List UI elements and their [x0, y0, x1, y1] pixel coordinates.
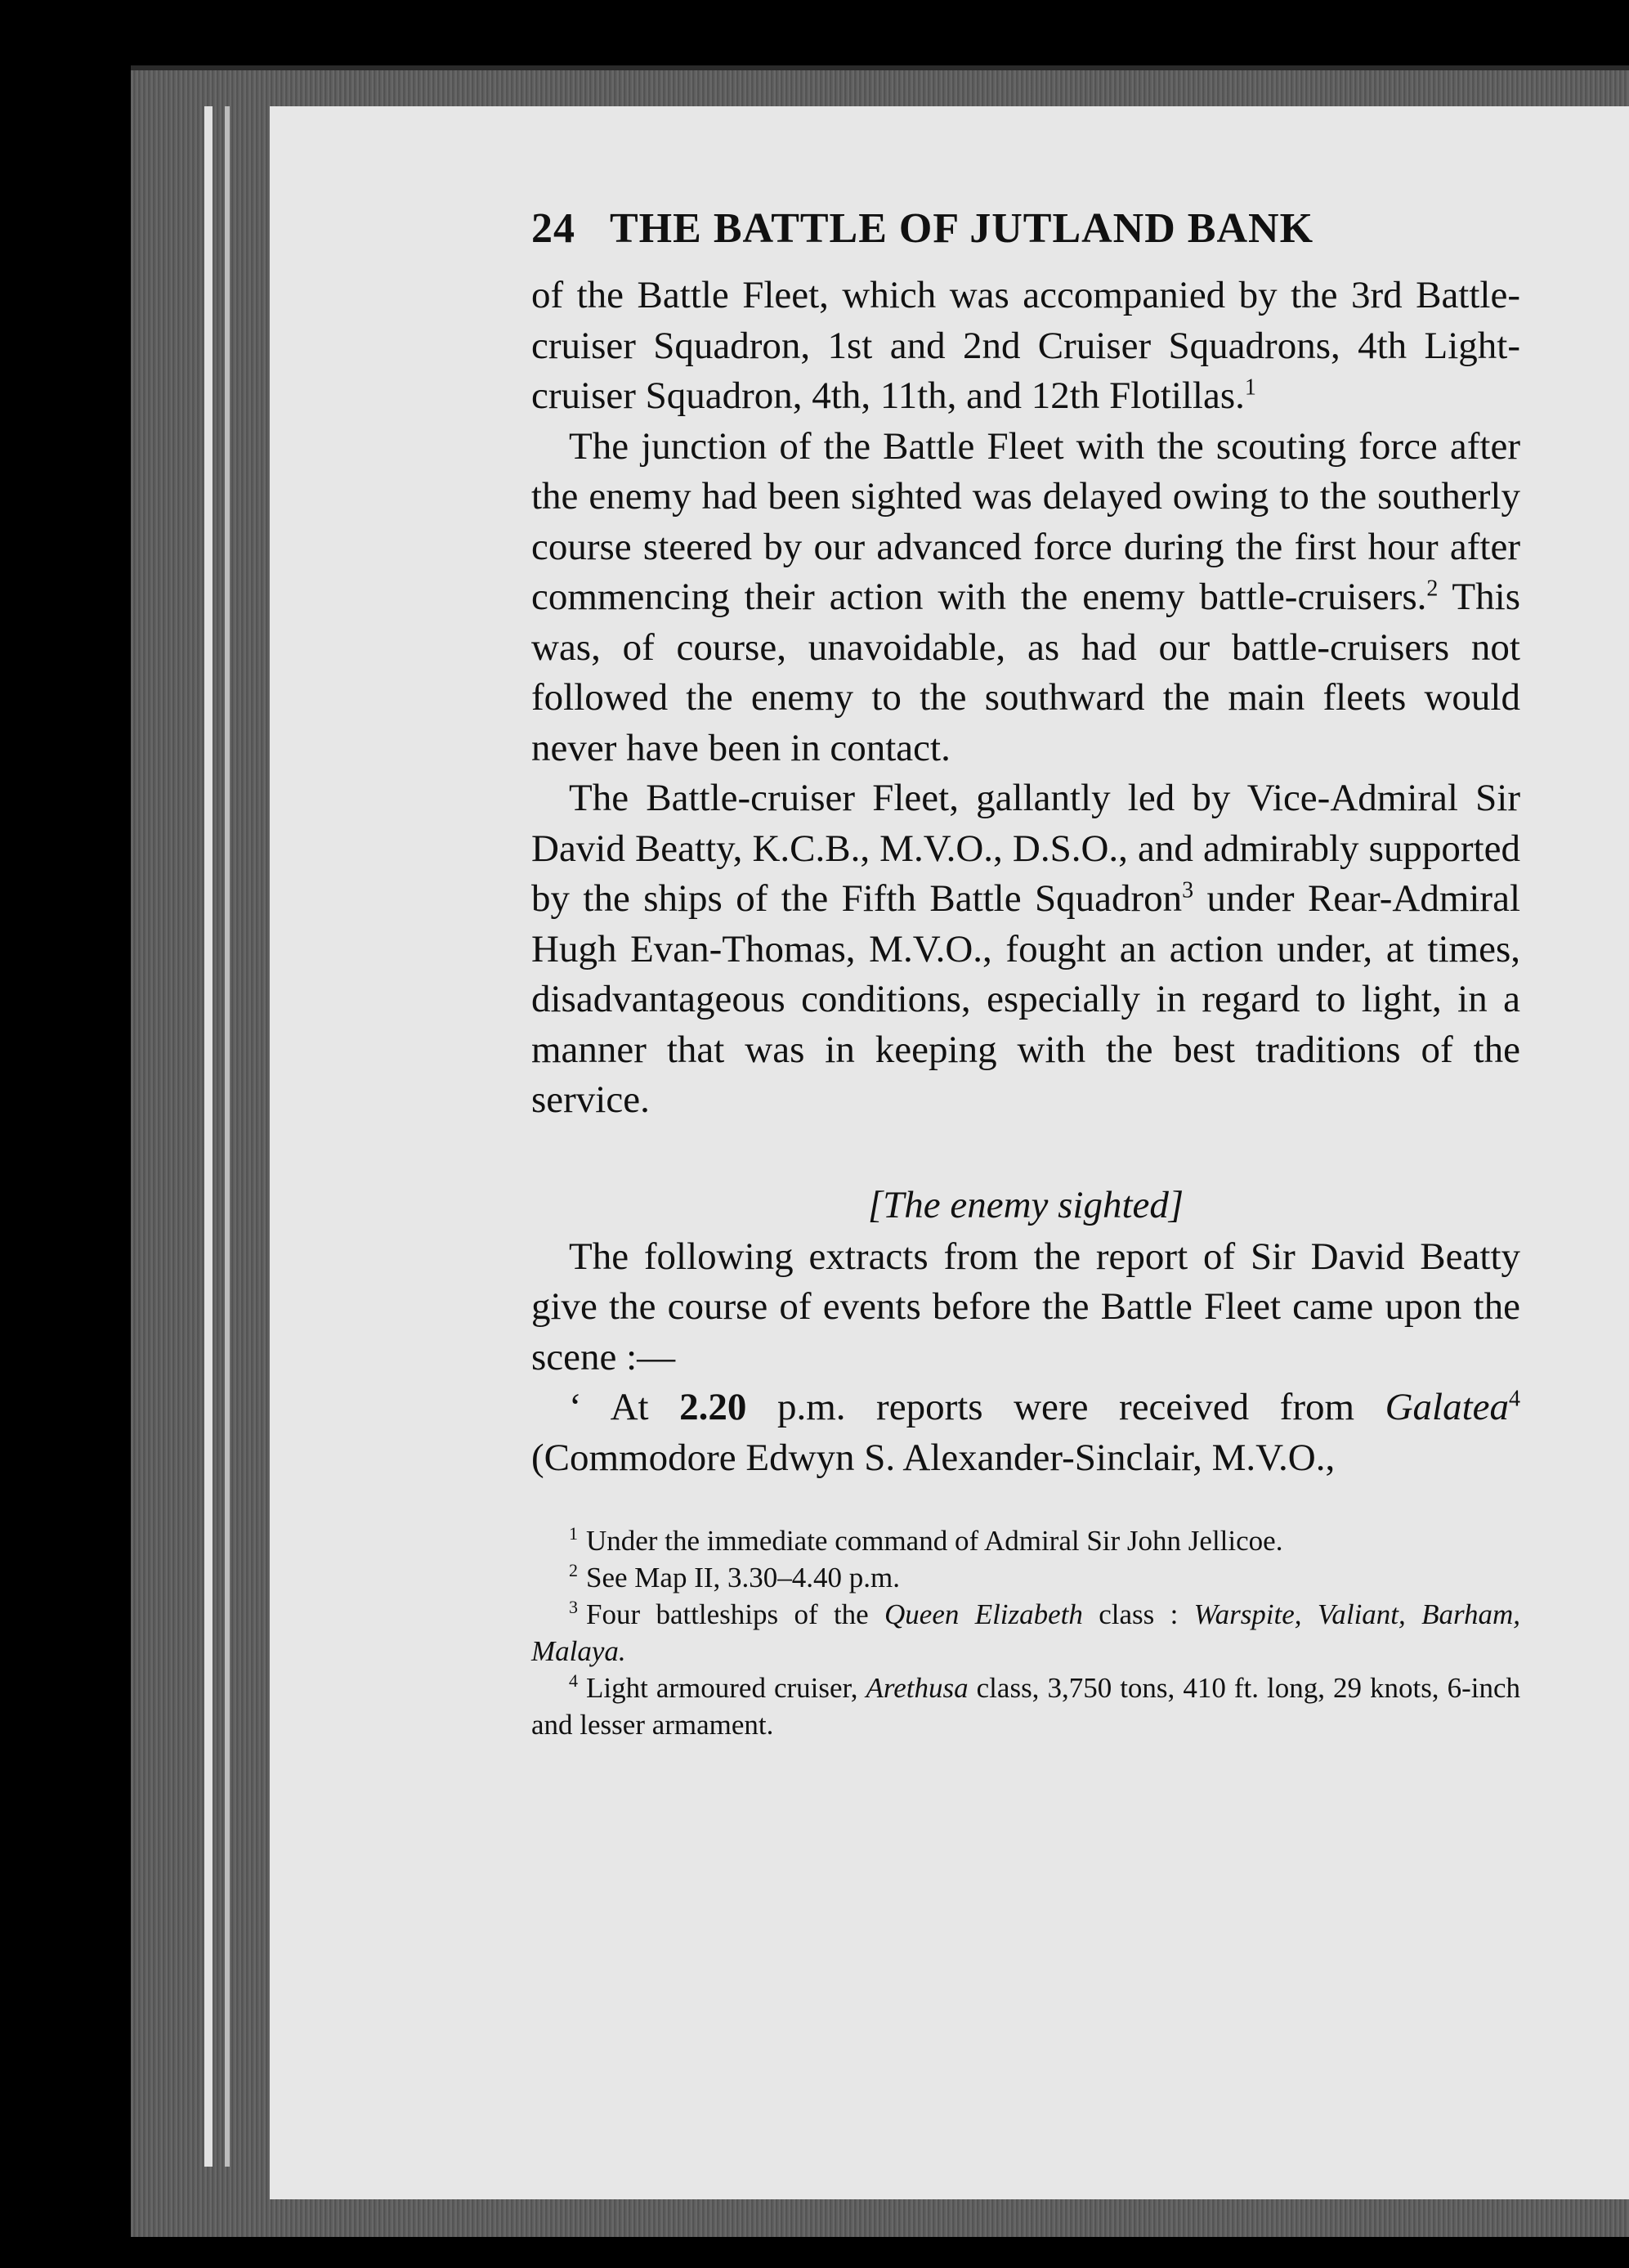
- footnote-2-mark: 2: [569, 1560, 578, 1581]
- running-title: THE BATTLE OF JUTLAND BANK: [610, 205, 1314, 252]
- section-heading: [The enemy sighted]: [867, 1183, 1184, 1226]
- page-text: [531, 204, 1520, 1743]
- footnote-3-class: Queen Elizabeth: [884, 1598, 1083, 1630]
- footnote-3-mark: 3: [569, 1597, 578, 1618]
- footnote-3-ships: Warspite, Valiant, Barham, Malaya.: [531, 1598, 1520, 1667]
- footnote-4: [531, 1670, 1520, 1743]
- footnote-ref-4: 4: [1509, 1386, 1520, 1412]
- running-head: [531, 204, 1520, 253]
- paragraph-3-text-b: under Rear-Admiral Hugh Evan-Thomas, M.V.O., fought an action under, at times, disadvantageous conditions, especially in regard to light, in a manner that was in keeping with the best traditions of the service.: [531, 877, 1521, 1121]
- footnote-3-text-b: class :: [1082, 1598, 1194, 1630]
- footnote-1-text: Under the immediate command of Admiral Sir John Jellicoe.: [586, 1525, 1283, 1557]
- footnote-4-class: Arethusa: [866, 1672, 969, 1704]
- paragraph-5-text-b: (Commodore Edwyn S. Alexander-Sinclair, M.V.O.,: [531, 1436, 1336, 1479]
- footnote-ref-2: 2: [1426, 576, 1439, 602]
- paragraph-3-text-a: The Battle-cruiser Fleet, gallantly led by Vice-Admiral Sir David Beatty, K.C.B., M.V.O., D.S.O., and admirably supported by the ships of the Fifth Battle Squadron: [531, 777, 1520, 920]
- footnote-4-mark: 4: [569, 1670, 578, 1692]
- page-edge-shadow: [225, 106, 230, 2167]
- footnote-2: [531, 1559, 1520, 1596]
- paragraph-4: [531, 1232, 1520, 1383]
- paragraph-1: [531, 271, 1520, 422]
- paragraph-2: [531, 422, 1520, 774]
- footnote-ref-1: 1: [1244, 374, 1256, 401]
- footnote-ref-3: 3: [1182, 877, 1194, 903]
- footnote-4-text-a: Light armoured cruiser,: [586, 1672, 866, 1704]
- footnotes: [531, 1522, 1520, 1743]
- paragraph-4-text: The following extracts from the report of Sir David Beatty give the course of events before the Battle Fleet came upon the scene :—: [531, 1235, 1520, 1378]
- footnote-2-text: See Map II, 3.30–4.40 p.m.: [586, 1562, 900, 1593]
- paragraph-5: [531, 1383, 1520, 1483]
- ship-name-galatea: Galatea: [1385, 1386, 1509, 1428]
- paragraph-5-open: ‘ At: [569, 1386, 680, 1428]
- footnote-3-text-a: Four battleships of the: [586, 1598, 885, 1630]
- footnote-3: [531, 1596, 1520, 1670]
- footnote-1: [531, 1522, 1520, 1559]
- footnote-1-mark: 1: [569, 1523, 578, 1544]
- paragraph-5-text-a: p.m. reports were received from: [746, 1386, 1385, 1428]
- report-time: 2.20: [679, 1386, 747, 1428]
- page-number: 24: [531, 205, 575, 252]
- paragraph-3: [531, 773, 1520, 1126]
- page-edge: [204, 106, 213, 2167]
- paragraph-2-text-a: The junction of the Battle Fleet with the scouting force after the enemy had been sighted was delayed owing to the southerly course steered by our advanced force during the first hour after commencing their action with the enemy battle-cruisers.: [531, 424, 1520, 618]
- footnote-4-text-b: class, 3,750 tons, 410 ft. long, 29 knots, 6-inch and lesser armament.: [531, 1672, 1520, 1741]
- paragraph-2-text-b: This was, of course, unavoidable, as had our battle-cruisers not followed the enemy to the southward the main fleets would never have been in contact.: [531, 576, 1520, 769]
- paragraph-1-text: of the Battle Fleet, which was accompanied by the 3rd Battle-cruiser Squadron, 1st and 2nd Cruiser Squadrons, 4th Light-cruiser Squadron, 4th, 11th, and 12th Flotillas.: [531, 274, 1520, 417]
